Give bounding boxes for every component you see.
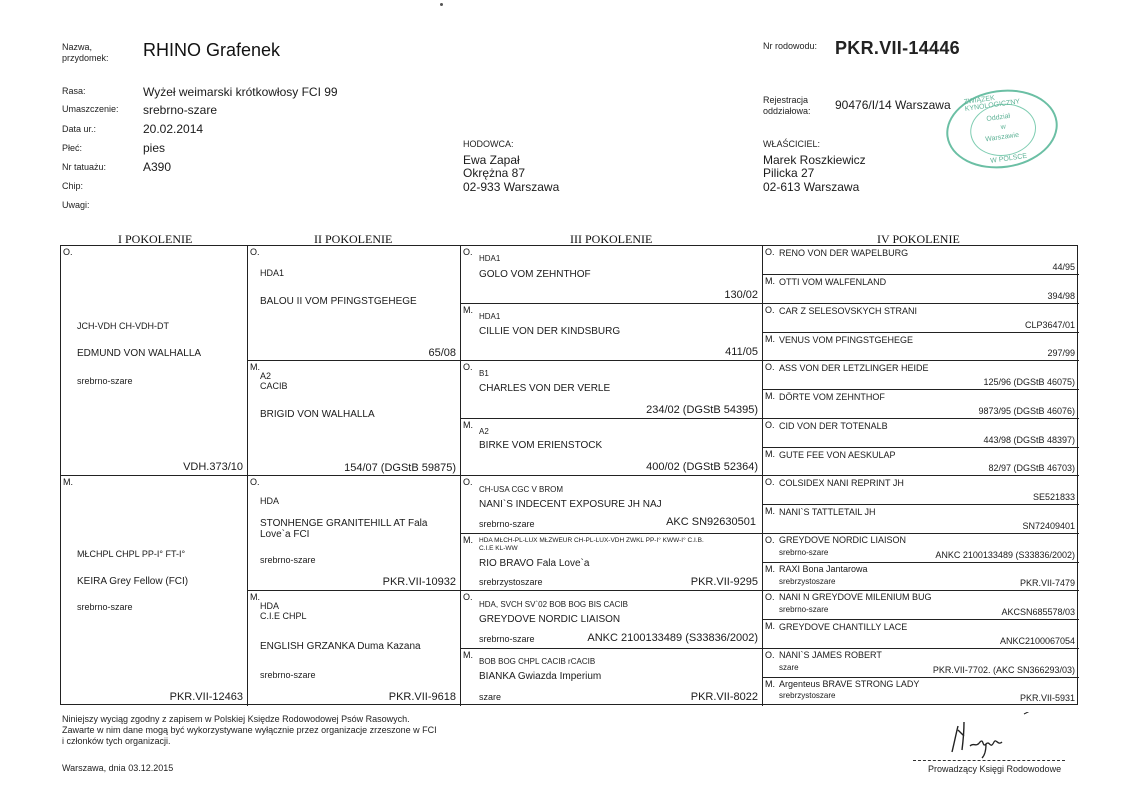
sex-value: pies [143,141,166,155]
titles: CH-USA CGC V BROM [479,485,564,494]
g1-sire-cell [61,246,248,476]
dob-label: Data ur.: [62,124,97,134]
sex-marker: O. [765,592,775,602]
dog-name: GREYDOVE NORDIC LIAISON [479,614,621,625]
g4-cell-7 [763,419,1079,448]
sex-marker: O. [63,247,73,257]
g4-cell-6 [763,390,1079,419]
sex-marker: O. [463,477,473,487]
dog-color: srebrzystoszare [779,577,836,586]
dog-color: szare [779,663,799,672]
sex-marker: M. [765,334,775,344]
reg-number: SE521833 [1032,492,1075,502]
g4-cell-11 [763,534,1079,563]
breeder-name: Ewa Zapał [463,153,520,167]
g4-cell-1 [763,246,1079,275]
reg-number: 154/07 (DGStB 59875) [344,462,456,474]
breeder-city: 02-933 Warszawa [463,180,560,194]
dog-name: RIO BRAVO Fala Love`a [479,558,590,569]
dog-name: GUTE FEE VON AESKULAP [779,450,896,460]
g4-cell-8 [763,448,1079,476]
reg-number: PKR.VII-9295 [690,576,758,588]
stamp-inner-2: w [1000,123,1007,132]
reg-number: 234/02 (DGStB 54395) [646,404,758,416]
pedigree-table [60,245,1078,705]
dog-name: RAXI Bona Jantarowa [779,564,868,574]
dog-name: BRIGID VON WALHALLA [260,409,375,420]
reg-number: 394/98 [1047,291,1075,301]
reg-number: 65/08 [428,347,456,359]
dog-color: srebrno-szare [779,548,829,557]
reg-number: 297/99 [1047,348,1075,358]
dog-color: srebrno-szare [77,602,133,612]
g4-cell-12 [763,563,1079,591]
dog-color: szare [479,692,502,702]
titles: HDA1 [479,254,501,263]
reg-number: 125/96 (DGStB 46075) [983,377,1075,387]
dog-name: RHINO Grafenek [143,40,281,60]
scan-mark [440,3,443,6]
place-and-date: Warszawa, dnia 03.12.2015 [62,763,174,773]
reg-number: CLP3647/01 [1024,320,1075,330]
reg-number: VDH.373/10 [183,461,243,473]
dog-name: CID VON DER TOTENALB [779,421,888,431]
dog-name: CILLIE VON DER KINDSBURG [479,326,621,337]
dog-name: Argenteus BRAVE STRONG LADY [779,679,920,689]
reg-number: ANKC 2100133489 (S33836/2002) [587,632,758,644]
g4-cell-14 [763,620,1079,649]
dog-name: EDMUND VON WALHALLA [77,348,202,359]
reg-number: 400/02 (DGStB 52364) [646,461,758,473]
sex-marker: O. [463,247,473,257]
sex-marker: O. [765,420,775,430]
titles: A2 CACIB [260,371,288,391]
breeder-label: HODOWCA: [463,139,514,149]
sex-label: Płeć: [62,143,83,153]
generation-2-header: II POKOLENIE [314,232,393,246]
dog-color: srebrzystoszare [779,691,836,700]
dog-name: RENO VON DER WAPELBURG [779,248,909,258]
reg-number: 9873/95 (DGStB 46076) [978,406,1075,416]
dog-name: BIRKE VOM ERIENSTOCK [479,440,603,451]
notes-label: Uwagi: [62,200,90,210]
titles: HDA1 [260,268,285,278]
breeder-street: Okrężna 87 [463,166,526,180]
reg-number: ANKC2100067054 [999,636,1075,646]
g3-cell-3 [461,361,763,419]
legal-statement: Niniejszy wyciąg zgodny z zapisem w Polskiej Księdze Rodowodowej Psów Rasowych. Zawarte w nim dane mogą być wykorzystywane wyłącznie przez organizacje zrzeszone w FCI i członków tych organizacji. [62,714,437,746]
generation-4-header: IV POKOLENIE [877,232,960,246]
dog-name: ASS VON DER LETZLINGER HEIDE [779,363,929,373]
sex-marker: M. [765,621,775,631]
sex-marker: O. [463,362,473,372]
stamp-inner-3: Warszawie [984,131,1020,144]
dog-color: srebrno-szare [260,670,316,680]
sex-marker: M. [463,305,473,315]
g1-dam-cell [61,476,248,706]
sex-marker: O. [765,650,775,660]
sex-marker: M. [765,679,775,689]
stamp-text-bottom: W POLSCE [989,152,1028,165]
sex-marker: O. [250,247,260,257]
reg-number: AKC SN92630501 [666,516,756,528]
dog-name: GREYDOVE NORDIC LIAISON [779,535,907,545]
reg-number: PKR.VII-5931 [1019,693,1075,703]
dog-name: CHARLES VON DER VERLE [479,383,611,394]
reg-number: SN72409401 [1022,521,1075,531]
owner-name: Marek Roszkiewicz [763,153,866,167]
sex-marker: O. [250,477,260,487]
reg-number: PKR.VII-8022 [690,691,758,703]
dog-name: NANI`S JAMES ROBERT [779,650,882,660]
registration-number: PKR.VII-14446 [835,38,960,58]
reg-number: 443/98 (DGStB 48397) [983,435,1075,445]
stamp-text-top: ZWIĄZEK KYNOLOGICZNY [963,94,1021,113]
titles: BOB BOG CHPL CACIB rCACIB [479,657,596,666]
titles: HDA C.I.E CHPL [260,601,307,621]
sex-marker: M. [463,535,473,545]
signature-caption: Prowadzący Księgi Rodowodowe [928,764,1062,774]
owner-city: 02-613 Warszawa [763,180,860,194]
sex-marker: M. [250,592,260,602]
dog-name: BALOU II VOM PFINGSTGEHEGE [260,296,417,307]
breed-label: Rasa: [62,86,86,96]
color-label: Umaszczenie: [62,104,119,114]
sex-marker: M. [463,650,473,660]
reg-number: PKR.VII-7702. (AKC SN366293/03) [932,665,1075,675]
tattoo-value: A390 [143,160,172,174]
stamp-inner-1: Oddział [986,112,1011,124]
g2-cell-2 [248,361,461,476]
dog-name: NANI N GREYDOVE MILENIUM BUG [779,592,932,602]
reg-number: 411/05 [725,346,758,358]
reg-number: 82/97 (DGStB 46703) [988,463,1075,473]
sex-marker: M. [63,477,73,487]
g3-cell-6 [461,534,763,591]
name-label: Nazwa, przydomek: [62,42,109,63]
g3-cell-5 [461,476,763,534]
owner-label: WŁAŚCICIEL: [763,139,821,149]
dog-color: srebrno-szare [479,634,535,644]
sex-marker: M. [765,449,775,459]
titles: MŁCHPL CHPL PP-I° FT-I° [77,549,186,559]
sex-marker: M. [765,276,775,286]
dog-color: srebrno-szare [779,605,829,614]
reg-number: ANKC 2100133489 (S33836/2002) [935,550,1075,560]
color-value: srebrno-szare [143,103,218,117]
sex-marker: O. [765,247,775,257]
dog-name: CAR Z SELESOVSKYCH STRANI [779,306,918,316]
g2-cell-3 [248,476,461,591]
g4-cell-5 [763,361,1079,390]
generation-3-header: III POKOLENIE [570,232,653,246]
g4-cell-4 [763,333,1079,361]
titles: HDA1 [479,312,501,321]
breed-value: Wyżeł weimarski krótkowłosy FCI 99 [143,85,338,99]
titles: A2 [479,427,489,436]
reg-number: PKR.VII-12463 [169,691,243,703]
g4-cell-10 [763,505,1079,534]
generation-1-header: I POKOLENIE [118,232,193,246]
titles: B1 [479,369,489,378]
branch-label: Rejestracja oddziałowa: [763,95,811,116]
dog-name: GREYDOVE CHANTILLY LACE [779,622,908,632]
g3-cell-2 [461,304,763,361]
dob-value: 20.02.2014 [143,122,204,136]
sex-marker: O. [765,477,775,487]
sex-marker: O. [463,592,473,602]
g2-cell-4 [248,591,461,706]
reg-number: PKR.VII-10932 [382,576,456,588]
g4-cell-16 [763,678,1079,706]
dog-name: COLSIDEX NANI REPRINT JH [779,478,904,488]
sex-marker: M. [765,506,775,516]
g4-cell-15 [763,649,1079,678]
g4-cell-13 [763,591,1079,620]
dog-name: GOLO VOM ZEHNTHOF [479,269,591,280]
branch-value: 90476/I/14 Warszawa [835,98,951,112]
dog-color: srebrno-szare [77,376,133,386]
signature-line [913,760,1065,761]
reg-number: AKCSN685578/03 [1001,607,1075,617]
sex-marker: M. [463,420,473,430]
reg-number: 130/02 [724,289,758,301]
dog-name: NANI`S INDECENT EXPOSURE JH NAJ [479,499,662,510]
reg-number: PKR.VII-7479 [1019,578,1075,588]
reg-number: PKR.VII-9618 [388,691,456,703]
sex-marker: O. [765,305,775,315]
sex-marker: M. [765,564,775,574]
dog-name: OTTI VOM WALFENLAND [779,277,887,287]
reg-number: 44/95 [1052,262,1075,272]
g4-cell-2 [763,275,1079,304]
dog-name: BIANKA Gwiazda Imperium [479,671,602,682]
dog-color: srebrno-szare [260,555,316,565]
g3-cell-4 [461,419,763,476]
sex-marker: M. [250,362,260,372]
dog-name: DÖRTE VOM ZEHNTHOF [779,392,885,402]
titles: HDA [260,496,280,506]
dog-color: srebrzystoszare [479,577,543,587]
dog-name: NANI`S TATTLETAIL JH [779,507,876,517]
titles: HDA, SVCH SV`02 BOB BOG BIS CACIB [479,600,628,609]
signature [920,712,1070,760]
sex-marker: O. [765,535,775,545]
reg-label: Nr rodowodu: [763,41,818,51]
dog-color: srebrno-szare [479,519,535,529]
titles: JCH-VDH CH-VDH-DT [77,321,169,331]
kennel-club-stamp [941,83,1063,176]
g2-cell-1 [248,246,461,361]
titles: HDA MŁCH-PL-LUX MŁZWEUR CH-PL-LUX-VDH ZWKL PP-I° KWW-I° C.I.B. C.I.E KL-WW [479,537,704,552]
dog-name: ENGLISH GRZANKA Duma Kazana [260,641,421,652]
sex-marker: M. [765,391,775,401]
dog-name: KEIRA Grey Fellow (FCI) [77,576,189,587]
g4-cell-3 [763,304,1079,333]
tattoo-label: Nr tatuażu: [62,162,107,172]
g4-cell-9 [763,476,1079,505]
g3-cell-1 [461,246,763,304]
chip-label: Chip: [62,181,84,191]
g3-cell-7 [461,591,763,649]
dog-name: STONHENGE GRANITEHILL AT Fala Love`a FCI [260,518,428,540]
owner-street: Pilicka 27 [763,166,815,180]
dog-name: VENUS VOM PFINGSTGEHEGE [779,335,914,345]
g3-cell-8 [461,649,763,706]
sex-marker: O. [765,362,775,372]
